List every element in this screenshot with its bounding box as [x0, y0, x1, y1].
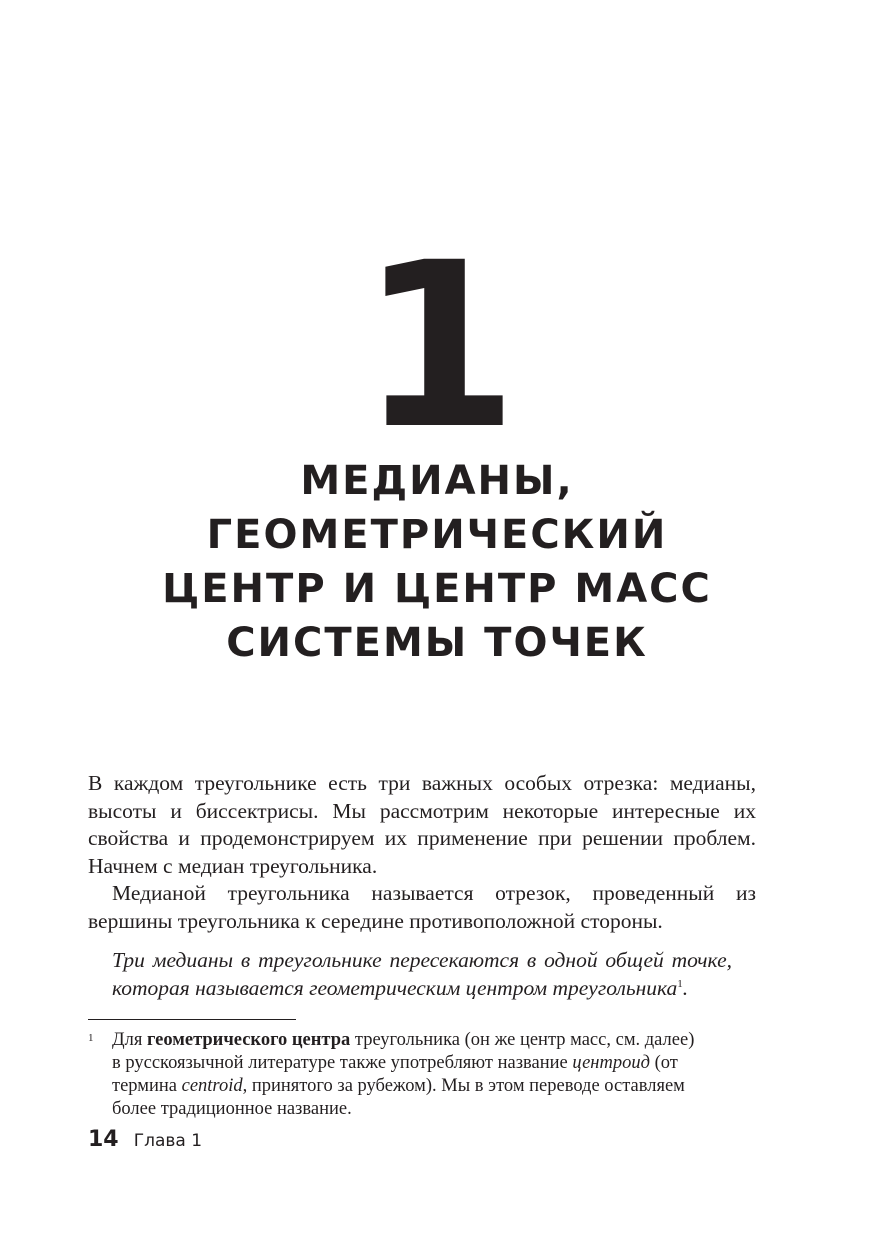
- footnote-line: [112, 1029, 756, 1052]
- footnote: [88, 1029, 756, 1121]
- footnote-reference[interactable]: 1: [677, 977, 683, 990]
- running-head: Глава 1: [133, 1131, 203, 1151]
- chapter-title-line: ЦЕНТР И ЦЕНТР МАСС: [162, 566, 712, 612]
- chapter-number: 1: [359, 213, 515, 479]
- footnote-text: , принятого за рубежом). Мы в этом переводе оставляем: [242, 1076, 685, 1096]
- footnote-prefix: Для: [112, 1030, 147, 1050]
- page-number: 14: [88, 1127, 119, 1152]
- body-text: [88, 770, 756, 935]
- footnote-text: термина: [112, 1076, 182, 1096]
- footnote-line: [112, 1052, 756, 1075]
- footnote-italic-term: centroid: [181, 1076, 243, 1096]
- theorem-statement: [112, 947, 732, 1002]
- theorem-text: Три медианы в треугольнике пересекаются в одной общей точке, которая называется геометрическим центром треугольника: [112, 948, 732, 1000]
- chapter-title: [0, 454, 874, 670]
- footnote-mark: 1: [88, 1032, 94, 1044]
- chapter-title-line: ГЕОМЕТРИЧЕСКИЙ: [206, 512, 668, 558]
- footnote-text: треугольника (он же центр масс, см. далее): [350, 1030, 695, 1050]
- intro-paragraph: В каждом треугольнике есть три важных особых отрезка: медианы, высоты и биссектрисы. Мы рассмотрим некоторые интересные их свойства и продемонстрируем их применение при решении проблем. Начнем с медиан треугольника.: [88, 771, 756, 878]
- footnote-line: [112, 1075, 756, 1098]
- theorem-period: .: [682, 975, 689, 1000]
- chapter-title-line: МЕДИАНЫ,: [300, 458, 574, 504]
- footnote-separator: [88, 1019, 296, 1020]
- footnote-bold-term: геометрического центра: [147, 1030, 351, 1050]
- footnote-line: более традиционное название.: [112, 1099, 352, 1119]
- footnote-text: в русскоязычной литературе также употребляют название: [112, 1053, 573, 1073]
- median-definition-paragraph: Медианой треугольника называется отрезок, проведенный из вершины треугольника к середине противоположной стороны.: [88, 881, 756, 933]
- footnote-body: [112, 1029, 756, 1121]
- page-footer: [88, 1127, 202, 1152]
- footnote-italic-term: центроид: [572, 1053, 650, 1073]
- chapter-title-line: СИСТЕМЫ ТОЧЕК: [226, 620, 648, 666]
- footnote-text: (от: [649, 1053, 678, 1073]
